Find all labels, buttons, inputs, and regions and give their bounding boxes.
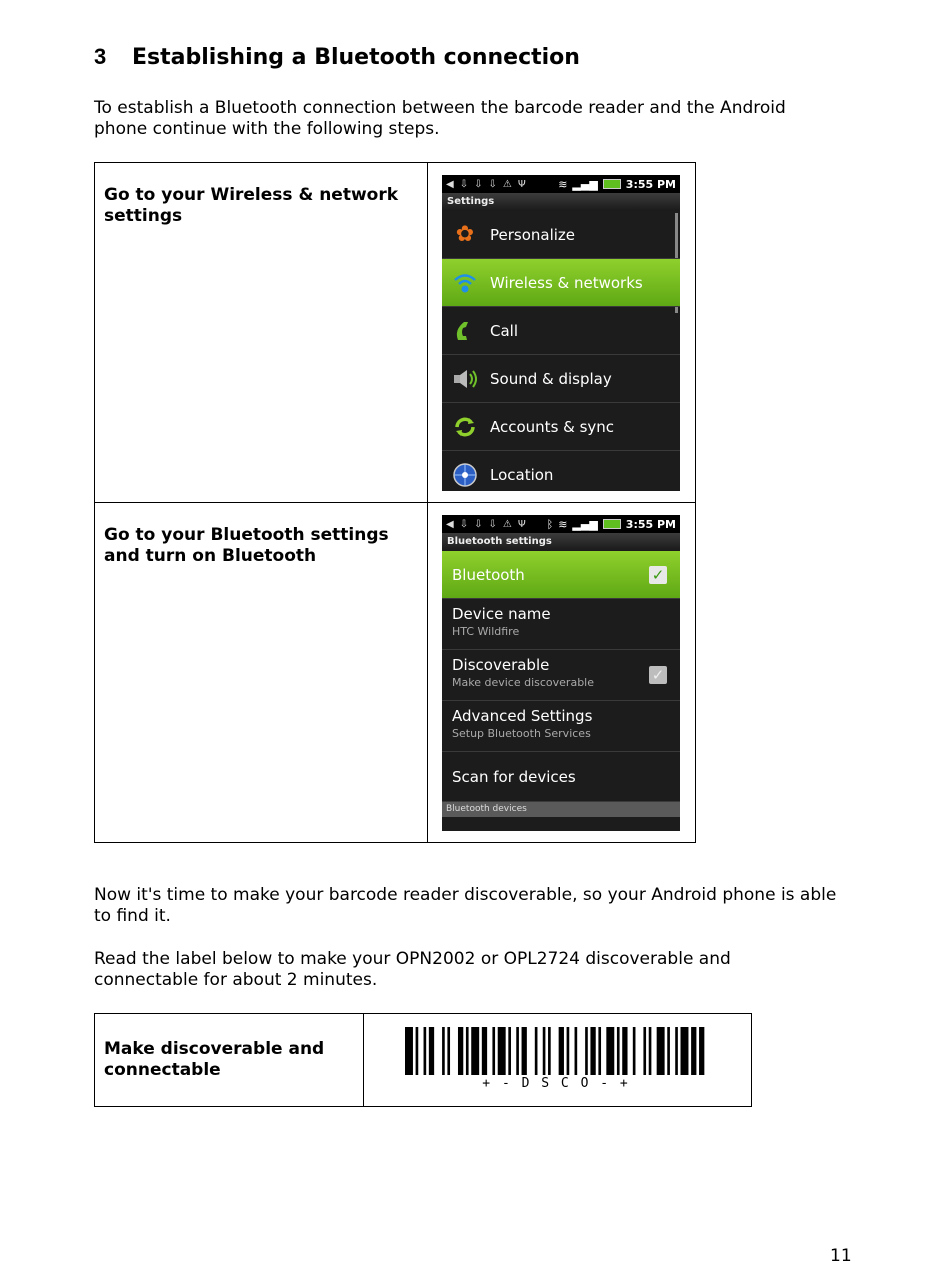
barcode-bar [471,1027,479,1075]
bluetooth-icon: ᛒ [546,517,554,531]
barcode-bar [598,1027,601,1075]
battery-icon [603,519,621,529]
download-icon: ⇩ [488,518,497,530]
barcode-bar [535,1027,538,1075]
status-time: 3:55 PM [625,177,676,191]
barcode-bar [543,1027,546,1075]
signal-icon: ▂▄▆ [572,517,598,531]
barcode-bar [508,1027,511,1075]
menu-item-label: Sound & display [490,369,612,388]
wifi-signal-icon: ≋ [558,517,568,531]
column-divider [427,163,428,502]
download-icon: ⇩ [474,518,483,530]
barcode-bar [522,1027,527,1075]
status-time: 3:55 PM [625,517,676,531]
usb-icon: Ψ [517,178,526,190]
barcode-bar [675,1027,678,1075]
menu-item-label: Accounts & sync [490,417,615,436]
advanced-settings-sub: Setup Bluetooth Services [452,727,591,740]
wifi-signal-icon: ≋ [558,177,568,191]
phone-icon [450,316,480,346]
device-name-row [442,599,680,650]
barcode-bar [681,1027,689,1075]
barcode-bar [516,1027,519,1075]
speaker-icon [450,364,480,394]
screen-title: Settings [442,193,680,211]
advanced-settings-label: Advanced Settings [452,707,593,725]
back-notification-icon: ◀ [446,518,454,530]
barcode-bar [559,1027,564,1075]
barcode-bar [492,1027,495,1075]
notification-icons [446,179,558,190]
label-instructions-paragraph: Read the label below to make your OPN2002 or OPL2724 discoverable and connectable for about 2 minutes. [94,949,731,990]
menu-item-label: Personalize [490,225,576,244]
globe-icon [450,460,480,490]
back-notification-icon: ◀ [446,178,454,190]
status-bar [442,515,680,533]
discoverable-row [442,650,680,701]
bluetooth-checkbox: ✓ [649,566,667,584]
discoverable-sub: Make device discoverable [452,676,594,689]
steps-table [94,162,696,843]
wifi-icon [450,268,480,298]
bluetooth-devices-header: Bluetooth devices [442,802,680,817]
bluetooth-toggle-row [442,551,680,599]
barcode-bar [482,1027,487,1075]
menu-item-sound [442,355,680,403]
barcode-bar [458,1027,463,1075]
barcode-bar [622,1027,627,1075]
menu-item-label: Location [490,465,554,484]
barcode-bar [606,1027,614,1075]
download-icon: ⇩ [459,178,469,190]
barcode-bar [590,1027,595,1075]
barcode-bar [657,1027,665,1075]
column-divider [427,503,428,842]
menu-item-label: Wireless & networks [490,273,643,292]
menu-item-location [442,451,680,491]
barcode-bar [667,1027,670,1075]
advanced-settings-row [442,701,680,752]
barcode-bar [699,1027,704,1075]
download-icon: ⇩ [488,178,497,190]
personalize-icon: ✿ [455,222,475,247]
barcode-bar [585,1027,588,1075]
menu-item-call [442,307,680,355]
step-label: Go to your Wireless & network settings [104,185,399,226]
barcode-bar [498,1027,506,1075]
discoverable-checkbox: ✓ [649,666,667,684]
barcode-bar [429,1027,434,1075]
barcode-bar [416,1027,419,1075]
menu-item-wireless [442,259,680,307]
menu-item-accounts [442,403,680,451]
signal-icon: ▂▄▆ [572,177,598,191]
notification-icons [446,519,547,530]
status-bar [442,175,680,193]
section-title: Establishing a Bluetooth connection [132,45,580,70]
sync-icon [450,412,480,442]
barcode-bar [424,1027,427,1075]
device-name-label: Device name [452,605,551,623]
barcode-bar [633,1027,636,1075]
menu-item-personalize [442,211,680,259]
barcode-bar [575,1027,578,1075]
barcode-bar [405,1027,413,1075]
barcode-bar [466,1027,469,1075]
barcode-text: + - D S C O - + [482,1076,630,1091]
barcode-table [94,1013,752,1107]
warning-icon: ⚠ [502,178,512,190]
step-row-bluetooth [95,503,695,842]
device-name-value: HTC Wildfire [452,625,520,638]
barcode-label: Make discoverable and connectable [104,1039,325,1080]
warning-icon: ⚠ [502,518,512,530]
usb-icon: Ψ [517,518,526,530]
discoverable-label: Discoverable [452,656,550,674]
download-icon: ⇩ [474,178,483,190]
section-heading [94,44,580,70]
barcode-bar [548,1027,551,1075]
download-icon: ⇩ [459,518,469,530]
scan-devices-row [442,752,680,802]
step-label: Go to your Bluetooth settings and turn on Bluetooth [104,525,389,566]
menu-item-label: Call [490,321,519,340]
barcode-bar [567,1027,570,1075]
discoverable-paragraph: Now it's time to make your barcode reader discoverable, so your Android phone is able to find it. [94,885,837,926]
barcode-bar [649,1027,652,1075]
settings-screenshot [442,175,680,491]
barcode-bar [442,1027,445,1075]
battery-icon [603,179,621,189]
barcode-image [405,1027,707,1075]
section-number: 3 [94,44,107,69]
barcode-bar [643,1027,646,1075]
bluetooth-label: Bluetooth [452,565,525,584]
screen-title: Bluetooth settings [442,533,680,551]
bluetooth-settings-screenshot [442,515,680,831]
barcode-bar [617,1027,620,1075]
page-number: 11 [830,1246,852,1266]
intro-paragraph: To establish a Bluetooth connection between the barcode reader and the Android phone continue with the following steps. [94,98,786,139]
step-row-wireless [95,163,695,503]
barcode-bar [691,1027,696,1075]
column-divider [363,1014,364,1106]
scan-devices-label: Scan for devices [452,767,576,786]
barcode-bar [447,1027,450,1075]
